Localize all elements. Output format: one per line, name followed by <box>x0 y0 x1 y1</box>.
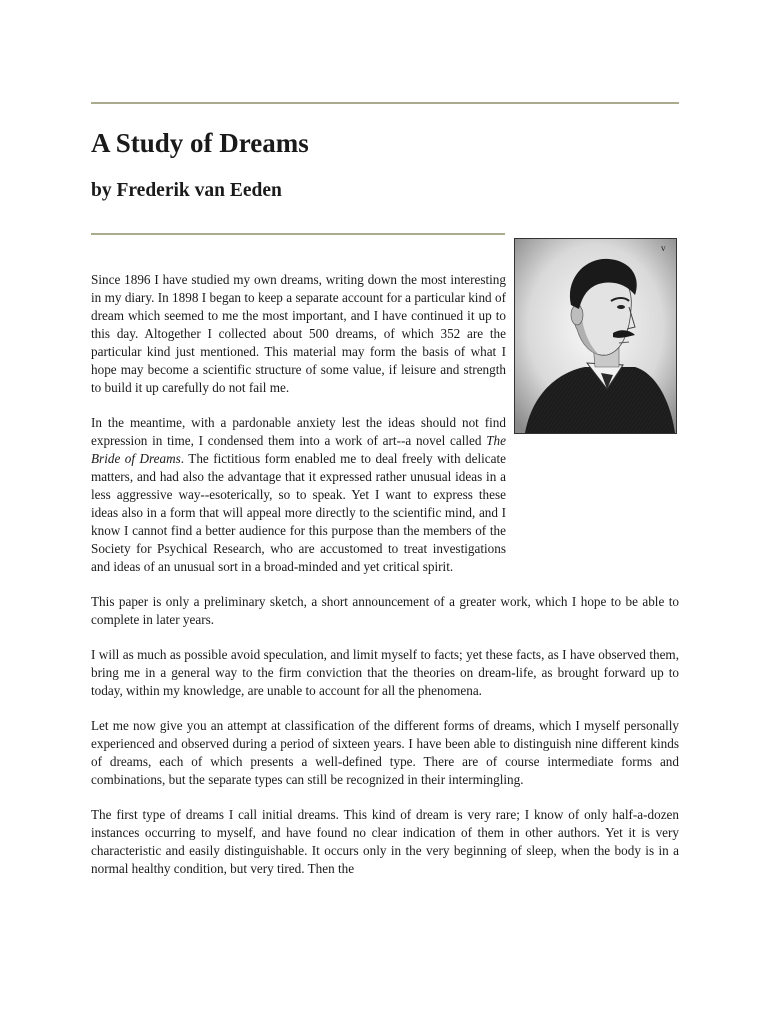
paragraph-3: This paper is only a preliminary sketch, a short announcement of a greater work, which I hope to be able to complete in later years. <box>91 594 679 627</box>
portrait-wrap-gap <box>506 414 679 580</box>
top-divider <box>91 102 679 104</box>
article-body <box>91 271 679 895</box>
book-title-italic: The Bride of Dreams <box>91 433 506 466</box>
paragraph-1: Since 1896 I have studied my own dreams, writing down the most interesting in my diary. In 1898 I began to keep a separate account for a particular kind of dream which seemed to me the most important, and I have continued it up to this day. Altogether I collected about 500 dreams, of which 352 are the particular kind just mentioned. This material may form the basis of what I hope may become a scientific structure of some value, if leisure and strength to build it up carefully do not fail me. <box>91 272 506 395</box>
paragraph-2 <box>91 414 679 576</box>
paragraph-5: Let me now give you an attempt at classification of the different forms of dreams, which I myself personally experienced and observed during a period of sixteen years. I have been able to distinguish nine different kinds of dreams, each of which presents a well-defined type. There are of course intermediate forms and combinations, but the separate types can still be recognized in their intermingling. <box>91 718 679 787</box>
mid-divider <box>91 233 505 235</box>
paragraph-2-end: . The fictitious form enabled me to deal freely with delicate matters, and had also the advantage that it expressed rather unusual ideas in a less aggressive way--esoterically, so to speak. Yet I want to express these ideas also in a form that will appeal more directly to the scientific mind, and I know I cannot find a better audience for this purpose than the members of the Society for Psychical Research, who are accustomed to treat investigations and ideas of an unusual sort in a broad-minded and yet critical spirit. <box>91 451 507 574</box>
paragraph-4: I will as much as possible avoid speculation, and limit myself to facts; yet these facts, as I have observed them, bring me in a general way to the firm conviction that the theories on dream-life, as brought forward up to today, within my knowledge, are unable to account for all the phenomena. <box>91 647 679 698</box>
paragraph-6: The first type of dreams I call initial dreams. This kind of dream is very rare; I know of only half-a-dozen instances occurring to myself, and have found no clear indication of them in other authors. Yet it is very characteristic and easily distinguishable. It occurs only in the very beginning of sleep, when the body is in a normal healthy condition, but very tired. Then the <box>91 807 679 876</box>
page-title: A Study of Dreams <box>91 128 309 158</box>
author-byline: by Frederik van Eeden <box>91 180 282 201</box>
portrait-corner-mark: v <box>661 243 666 253</box>
paragraph-2-start: In the meantime, with a pardonable anxiety lest the ideas should not find expression in time, I condensed them into a work of art--a novel called <box>91 415 506 448</box>
